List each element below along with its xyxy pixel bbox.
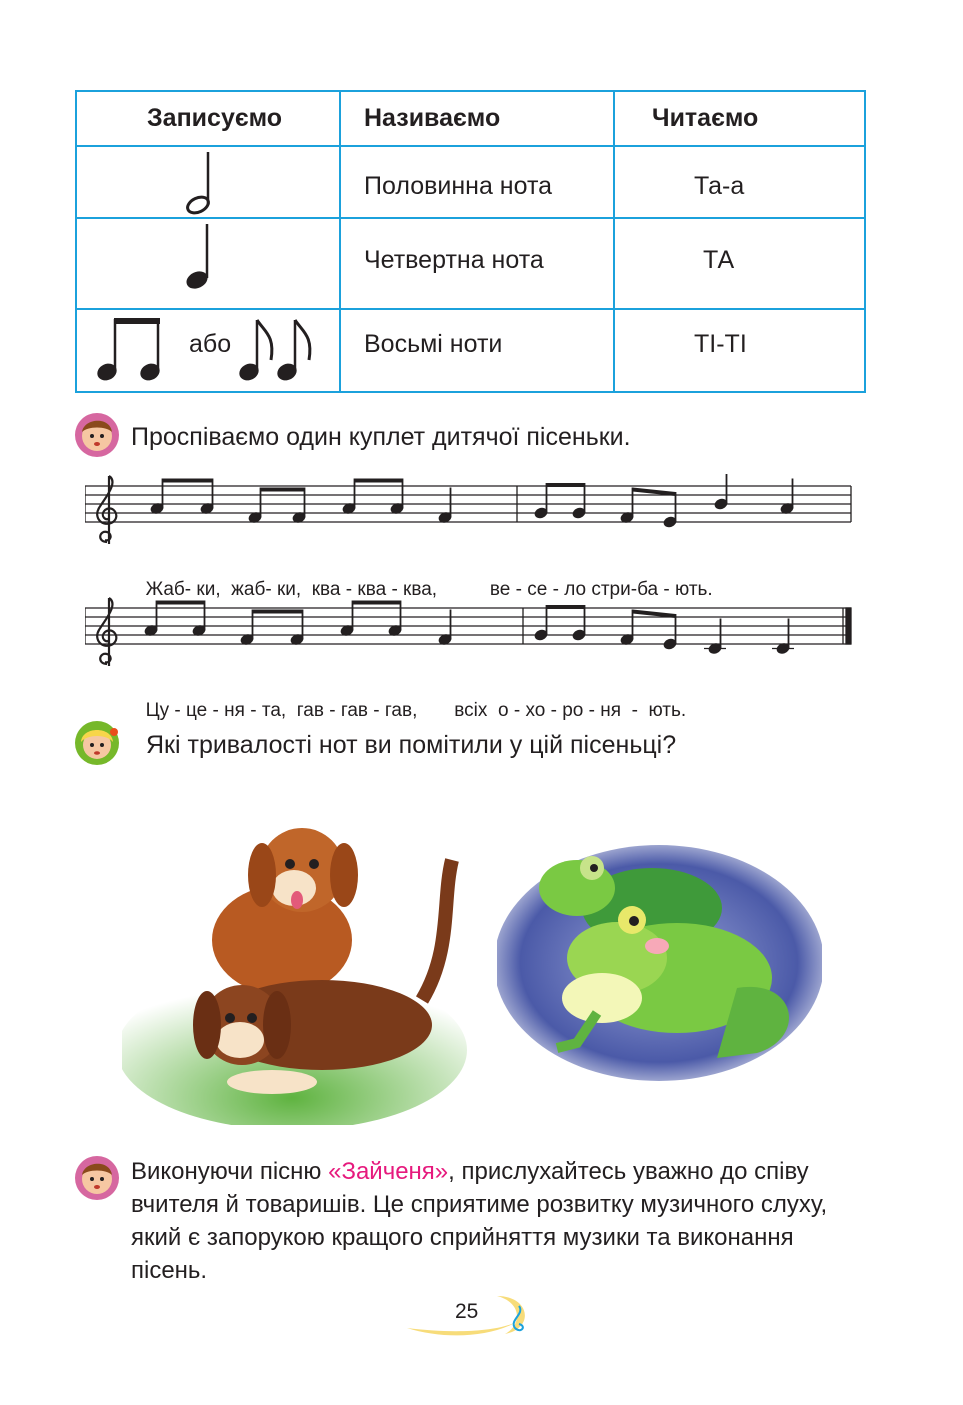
lyric-syllable: Жаб- [145,579,192,600]
note-beam [157,601,205,605]
half-note-icon [172,150,232,220]
music-staff-1 [85,468,860,558]
music-staff-2 [85,590,860,680]
paragraph-text: , прислухайтесь уважно до співу вчителя й товаришів. Це сприятиме розвитку музичного слуху, який є запорукою кращого сприйняття музики та виконання пісень. [131,1158,828,1284]
lyric-syllable: - [552,579,559,600]
lyric-syllable: се [527,579,548,600]
lyric-syllable: ве [489,579,511,600]
lyric-syllable: о [497,700,509,721]
lyric-syllable: стри- [591,579,638,600]
frogs-illustration [497,838,822,1088]
lyric-syllable: хо [525,700,546,721]
row-name-quarter: Четвертна нота [364,246,544,274]
lyric-syllable: жаб- [231,579,272,600]
puppies-illustration [122,800,467,1125]
lyric-syllable: ква [311,579,341,600]
lyric-syllable: та, [261,700,287,721]
page-number: 25 [455,1300,479,1323]
lyric-syllable: - [663,579,670,600]
paragraph-text: Виконуючи пісню [131,1158,329,1185]
beamed-eighth-notes-icon [95,314,167,386]
lyric-syllable: - [329,700,336,721]
lyric-syllable: ють. [648,700,687,721]
row-reading-eighth: ТІ-ТІ [694,330,747,358]
note-beam [163,479,213,483]
lyric-syllable: - [345,579,353,600]
row-reading-half: Та-а [694,172,745,200]
lyric-syllable: - [550,700,557,721]
lyric-syllable: ба [637,579,659,600]
note-beam [547,483,585,487]
lyric-syllable: Цу [145,700,170,721]
note-durations-table [75,90,866,393]
header-write: Записуємо [147,104,283,132]
table-divider [77,145,864,147]
lyrics-line-2 [135,678,686,722]
header-name: Називаємо [364,104,501,132]
table-divider [339,92,341,391]
lyric-syllable: ло [564,579,587,600]
lyric-syllable: ня [600,700,621,721]
lyric-syllable: - [391,579,398,600]
lyric-syllable: - [631,700,638,721]
lyric-syllable: - [515,579,522,600]
sing-instruction: Проспіваємо один куплет дитячої пісеньки. [131,423,631,451]
lyric-syllable: ки, [276,579,302,600]
boy-avatar-icon [74,412,120,458]
note-beam [353,601,401,605]
lyric-syllable: гав, [384,700,418,721]
question-text: Які тривалості нот ви помітили у цій пісеньці? [146,731,677,759]
lyric-syllable: - [212,700,219,721]
song-title-link: «Зайченя» [328,1158,449,1185]
lyric-syllable: - [174,700,181,721]
lyric-syllable: ро [562,700,584,721]
lyric-syllable: ква [357,579,387,600]
row-name-half: Половинна нота [364,172,553,200]
lyric-syllable: всіх [454,700,488,721]
girl-avatar-icon [74,720,120,766]
lyric-syllable: - [513,700,521,721]
lyric-syllable: - [250,700,257,721]
lyric-syllable: - [373,700,380,721]
note-beam [261,488,305,492]
lyric-syllable: гав [340,700,368,721]
row-reading-quarter: ТА [703,246,735,274]
single-eighth-notes-icon [235,314,315,386]
lyric-syllable: гав [296,700,324,721]
row-name-eighth: Восьмі ноти [364,330,503,358]
or-word: або [189,330,232,358]
lyric-syllable: - [588,700,595,721]
advice-paragraph [131,1155,871,1287]
note-beam [253,610,303,614]
note-beam [355,479,403,483]
note-beam [547,605,585,609]
header-read: Читаємо [652,104,759,132]
quarter-note-icon [172,222,232,292]
table-divider [613,92,615,391]
lyric-syllable: ква, [403,579,438,600]
lyric-syllable: ки, [196,579,221,600]
lyric-syllable: ють. [674,579,713,600]
boy-avatar-icon [74,1155,120,1201]
lyric-syllable: це [186,700,208,721]
lyric-syllable: ня [224,700,245,721]
table-divider [77,308,864,310]
